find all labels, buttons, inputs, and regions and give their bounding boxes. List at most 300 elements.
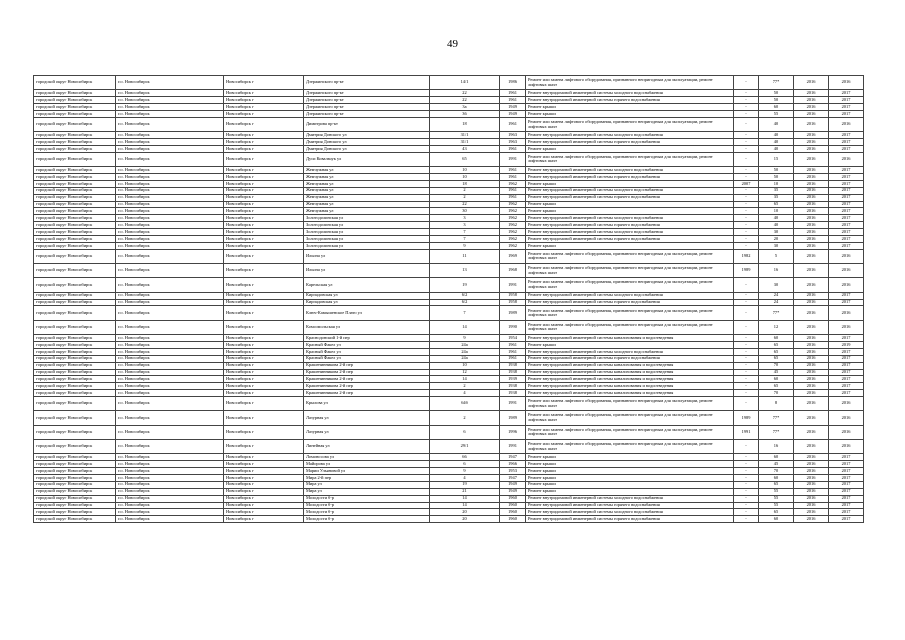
- wear-percent-cell: 65: [759, 383, 794, 390]
- municipality-cell: городской округ Новосибирск: [34, 461, 116, 468]
- lift-year-cell: -: [734, 348, 759, 355]
- house-number-cell: 10: [430, 362, 500, 369]
- municipality-cell: городской округ Новосибирск: [34, 194, 116, 201]
- wear-percent-cell: 45: [759, 369, 794, 376]
- municipality-cell: городской округ Новосибирск: [34, 397, 116, 411]
- wear-percent-cell: 77*: [759, 76, 794, 90]
- settlement-cell: г.о. Новосибирск: [116, 425, 224, 439]
- work-type-cell: Ремонт внутридомовой инженерной системы холодного водоснабжения: [526, 348, 734, 355]
- build-year-cell: 1962: [500, 180, 526, 187]
- start-year-cell: 2016: [794, 502, 829, 509]
- street-cell: Жемчужная ул: [304, 208, 430, 215]
- start-year-cell: 2016: [794, 76, 829, 90]
- build-year-cell: 1953: [500, 468, 526, 475]
- city-cell: Новосибирск г: [224, 76, 304, 90]
- house-number-cell: 2: [430, 411, 500, 425]
- house-number-cell: 14: [430, 320, 500, 334]
- wear-percent-cell: 65: [759, 481, 794, 488]
- end-year-cell: 2017: [829, 348, 864, 355]
- street-cell: Кирпадовская ул: [304, 292, 430, 299]
- settlement-cell: г.о. Новосибирск: [116, 208, 224, 215]
- city-cell: Новосибирск г: [224, 376, 304, 383]
- table-row: [34, 222, 864, 229]
- street-cell: Красный Факел ул: [304, 348, 430, 355]
- build-year-cell: 1960: [500, 502, 526, 509]
- street-cell: Жемчужная ул: [304, 194, 430, 201]
- municipality-cell: городской округ Новосибирск: [34, 187, 116, 194]
- lift-year-cell: 2007: [734, 180, 759, 187]
- start-year-cell: 2016: [794, 439, 829, 453]
- settlement-cell: г.о. Новосибирск: [116, 411, 224, 425]
- lift-year-cell: -: [734, 439, 759, 453]
- city-cell: Новосибирск г: [224, 362, 304, 369]
- city-cell: Новосибирск г: [224, 481, 304, 488]
- build-year-cell: 1991: [500, 278, 526, 292]
- build-year-cell: 1961: [500, 187, 526, 194]
- start-year-cell: 2016: [794, 132, 829, 139]
- settlement-cell: г.о. Новосибирск: [116, 516, 224, 523]
- lift-year-cell: -: [734, 454, 759, 461]
- settlement-cell: г.о. Новосибирск: [116, 461, 224, 468]
- end-year-cell: 2016: [829, 152, 864, 166]
- table-row: [34, 76, 864, 90]
- table-row: [34, 194, 864, 201]
- city-cell: Новосибирск г: [224, 383, 304, 390]
- street-cell: Дзержинского пр-кт: [304, 90, 430, 97]
- table-row: [34, 390, 864, 397]
- house-number-cell: 21: [430, 488, 500, 495]
- city-cell: Новосибирск г: [224, 509, 304, 516]
- end-year-cell: 2017: [829, 516, 864, 523]
- city-cell: Новосибирск г: [224, 411, 304, 425]
- work-type-cell: Ремонт или замена лифтового оборудования, признанного непригодным для эксплуатации, ремонт лифтовых шахт: [526, 278, 734, 292]
- work-type-cell: Ремонт внутридомовой инженерной системы горячего водоснабжения: [526, 516, 734, 523]
- lift-year-cell: -: [734, 390, 759, 397]
- house-number-cell: 19: [430, 278, 500, 292]
- table-body: [34, 76, 864, 523]
- municipality-cell: городской округ Новосибирск: [34, 320, 116, 334]
- municipality-cell: городской округ Новосибирск: [34, 369, 116, 376]
- wear-percent-cell: 40: [759, 117, 794, 131]
- lift-year-cell: -: [734, 341, 759, 348]
- settlement-cell: г.о. Новосибирск: [116, 468, 224, 475]
- wear-percent-cell: 40: [759, 132, 794, 139]
- table-row: [34, 299, 864, 306]
- city-cell: Новосибирск г: [224, 201, 304, 208]
- street-cell: Ильича ул: [304, 249, 430, 263]
- work-type-cell: Ремонт крыши: [526, 488, 734, 495]
- municipality-cell: городской округ Новосибирск: [34, 516, 116, 523]
- wear-percent-cell: 50: [759, 97, 794, 104]
- start-year-cell: 2016: [794, 397, 829, 411]
- table-row: [34, 249, 864, 263]
- build-year-cell: 1962: [500, 215, 526, 222]
- lift-year-cell: -: [734, 132, 759, 139]
- lift-year-cell: -: [734, 488, 759, 495]
- street-cell: Мира ул: [304, 481, 430, 488]
- end-year-cell: 2017: [829, 468, 864, 475]
- street-cell: Димитрова пр-кт: [304, 117, 430, 131]
- street-cell: Жемчужная ул: [304, 167, 430, 174]
- work-type-cell: Ремонт внутридомовой инженерной системы горячего водоснабжения: [526, 236, 734, 243]
- end-year-cell: 2017: [829, 362, 864, 369]
- lift-year-cell: -: [734, 509, 759, 516]
- end-year-cell: 2017: [829, 502, 864, 509]
- lift-year-cell: -: [734, 468, 759, 475]
- work-type-cell: Ремонт крыши: [526, 481, 734, 488]
- street-cell: Жемчужная ул: [304, 180, 430, 187]
- end-year-cell: 2017: [829, 110, 864, 117]
- wear-percent-cell: 30: [759, 229, 794, 236]
- street-cell: Золотодолинская ул: [304, 242, 430, 249]
- work-type-cell: Ремонт внутридомовой инженерной системы холодного водоснабжения: [526, 292, 734, 299]
- wear-percent-cell: 55: [759, 488, 794, 495]
- wear-percent-cell: 20: [759, 236, 794, 243]
- settlement-cell: г.о. Новосибирск: [116, 320, 224, 334]
- end-year-cell: 2017: [829, 187, 864, 194]
- wear-percent-cell: 40: [759, 222, 794, 229]
- work-type-cell: Ремонт крыши: [526, 468, 734, 475]
- table-row: [34, 104, 864, 111]
- table-row: [34, 201, 864, 208]
- build-year-cell: 1966: [500, 461, 526, 468]
- municipality-cell: городской округ Новосибирск: [34, 236, 116, 243]
- start-year-cell: 2016: [794, 208, 829, 215]
- work-type-cell: Ремонт или замена лифтового оборудования, признанного непригодным для эксплуатации, ремонт лифтовых шахт: [526, 264, 734, 278]
- work-type-cell: Ремонт крыши: [526, 341, 734, 348]
- settlement-cell: г.о. Новосибирск: [116, 348, 224, 355]
- lift-year-cell: 1982: [734, 249, 759, 263]
- house-number-cell: 29/1: [430, 439, 500, 453]
- work-type-cell: Ремонт внутридомовой инженерной системы горячего водоснабжения: [526, 97, 734, 104]
- start-year-cell: 2016: [794, 278, 829, 292]
- start-year-cell: 2016: [794, 264, 829, 278]
- end-year-cell: 2017: [829, 376, 864, 383]
- house-number-cell: 4: [430, 390, 500, 397]
- wear-percent-cell: 55: [759, 110, 794, 117]
- street-cell: Дуси Ковальчук ул: [304, 152, 430, 166]
- lift-year-cell: -: [734, 369, 759, 376]
- start-year-cell: 2016: [794, 139, 829, 146]
- city-cell: Новосибирск г: [224, 516, 304, 523]
- start-year-cell: 2016: [794, 215, 829, 222]
- build-year-cell: 1991: [500, 439, 526, 453]
- lift-year-cell: -: [734, 145, 759, 152]
- settlement-cell: г.о. Новосибирск: [116, 242, 224, 249]
- house-number-cell: 6/2: [430, 299, 500, 306]
- build-year-cell: 1968: [500, 264, 526, 278]
- table-row: [34, 167, 864, 174]
- settlement-cell: г.о. Новосибирск: [116, 502, 224, 509]
- build-year-cell: 1961: [500, 90, 526, 97]
- start-year-cell: 2016: [794, 249, 829, 263]
- start-year-cell: 2016: [794, 167, 829, 174]
- wear-percent-cell: 35: [759, 187, 794, 194]
- city-cell: Новосибирск г: [224, 439, 304, 453]
- lift-year-cell: -: [734, 208, 759, 215]
- settlement-cell: г.о. Новосибирск: [116, 355, 224, 362]
- work-type-cell: Ремонт внутридомовой инженерной системы горячего водоснабжения: [526, 174, 734, 181]
- end-year-cell: 2017: [829, 495, 864, 502]
- municipality-cell: городской округ Новосибирск: [34, 355, 116, 362]
- lift-year-cell: -: [734, 495, 759, 502]
- house-number-cell: 18: [430, 117, 500, 131]
- lift-year-cell: -: [734, 355, 759, 362]
- end-year-cell: 2017: [829, 139, 864, 146]
- work-type-cell: Ремонт крыши: [526, 110, 734, 117]
- city-cell: Новосибирск г: [224, 104, 304, 111]
- end-year-cell: 2017: [829, 229, 864, 236]
- end-year-cell: 2019: [829, 341, 864, 348]
- table-row: [34, 117, 864, 131]
- house-number-cell: 3: [430, 222, 500, 229]
- table-row: [34, 461, 864, 468]
- start-year-cell: 2016: [794, 187, 829, 194]
- end-year-cell: 2016: [829, 425, 864, 439]
- lift-year-cell: -: [734, 76, 759, 90]
- start-year-cell: 2016: [794, 488, 829, 495]
- house-number-cell: 9: [430, 335, 500, 342]
- start-year-cell: 2016: [794, 110, 829, 117]
- lift-year-cell: -: [734, 110, 759, 117]
- municipality-cell: городской округ Новосибирск: [34, 97, 116, 104]
- start-year-cell: 2016: [794, 201, 829, 208]
- municipality-cell: городской округ Новосибирск: [34, 229, 116, 236]
- work-type-cell: Ремонт или замена лифтового оборудования, признанного непригодным для эксплуатации, ремонт лифтовых шахт: [526, 152, 734, 166]
- settlement-cell: г.о. Новосибирск: [116, 481, 224, 488]
- settlement-cell: г.о. Новосибирск: [116, 376, 224, 383]
- lift-year-cell: -: [734, 376, 759, 383]
- city-cell: Новосибирск г: [224, 110, 304, 117]
- municipality-cell: городской округ Новосибирск: [34, 208, 116, 215]
- settlement-cell: г.о. Новосибирск: [116, 236, 224, 243]
- end-year-cell: 2016: [829, 278, 864, 292]
- wear-percent-cell: 30: [759, 242, 794, 249]
- work-type-cell: Ремонт или замена лифтового оборудования, признанного непригодным для эксплуатации, ремонт лифтовых шахт: [526, 411, 734, 425]
- work-type-cell: Ремонт крыши: [526, 208, 734, 215]
- table-row: [34, 335, 864, 342]
- build-year-cell: 1947: [500, 454, 526, 461]
- end-year-cell: 2016: [829, 306, 864, 320]
- table-row: [34, 180, 864, 187]
- house-number-cell: 31/1: [430, 132, 500, 139]
- build-year-cell: 1990: [500, 320, 526, 334]
- municipality-cell: городской округ Новосибирск: [34, 152, 116, 166]
- street-cell: Комсомольская ул: [304, 320, 430, 334]
- wear-percent-cell: 40: [759, 215, 794, 222]
- table-row: [34, 306, 864, 320]
- start-year-cell: 2016: [794, 369, 829, 376]
- start-year-cell: 2016: [794, 474, 829, 481]
- city-cell: Новосибирск г: [224, 208, 304, 215]
- settlement-cell: г.о. Новосибирск: [116, 397, 224, 411]
- wear-percent-cell: 16: [759, 439, 794, 453]
- work-type-cell: Ремонт внутридомовой инженерной системы горячего водоснабжения: [526, 139, 734, 146]
- wear-percent-cell: 50: [759, 167, 794, 174]
- wear-percent-cell: 55: [759, 495, 794, 502]
- start-year-cell: 2016: [794, 335, 829, 342]
- house-number-cell: 66: [430, 454, 500, 461]
- end-year-cell: 2017: [829, 335, 864, 342]
- work-type-cell: Ремонт внутридомовой инженерной системы канализования и водоотведения: [526, 390, 734, 397]
- wear-percent-cell: 5: [759, 249, 794, 263]
- street-cell: Крашенинникова 2-й пер: [304, 376, 430, 383]
- build-year-cell: 1991: [500, 152, 526, 166]
- table-row: [34, 292, 864, 299]
- city-cell: Новосибирск г: [224, 355, 304, 362]
- start-year-cell: 2016: [794, 180, 829, 187]
- municipality-cell: городской округ Новосибирск: [34, 139, 116, 146]
- city-cell: Новосибирск г: [224, 222, 304, 229]
- build-year-cell: 1962: [500, 208, 526, 215]
- settlement-cell: г.о. Новосибирск: [116, 474, 224, 481]
- city-cell: Новосибирск г: [224, 139, 304, 146]
- settlement-cell: г.о. Новосибирск: [116, 439, 224, 453]
- house-number-cell: 19: [430, 481, 500, 488]
- city-cell: Новосибирск г: [224, 278, 304, 292]
- street-cell: Дзержинского пр-кт: [304, 97, 430, 104]
- wear-percent-cell: 16: [759, 264, 794, 278]
- house-number-cell: 7: [430, 229, 500, 236]
- lift-year-cell: -: [734, 292, 759, 299]
- municipality-cell: городской округ Новосибирск: [34, 132, 116, 139]
- lift-year-cell: -: [734, 516, 759, 523]
- house-number-cell: 9: [430, 468, 500, 475]
- end-year-cell: 2016: [829, 397, 864, 411]
- house-number-cell: 6: [430, 461, 500, 468]
- house-number-cell: 6: [430, 425, 500, 439]
- work-type-cell: Ремонт или замена лифтового оборудования, признанного непригодным для эксплуатации, ремонт лифтовых шахт: [526, 249, 734, 263]
- settlement-cell: г.о. Новосибирск: [116, 488, 224, 495]
- start-year-cell: 2016: [794, 376, 829, 383]
- build-year-cell: 1961: [500, 174, 526, 181]
- end-year-cell: 2017: [829, 461, 864, 468]
- house-number-cell: 22: [430, 97, 500, 104]
- build-year-cell: 1986: [500, 76, 526, 90]
- end-year-cell: 2017: [829, 242, 864, 249]
- build-year-cell: 1962: [500, 242, 526, 249]
- settlement-cell: г.о. Новосибирск: [116, 278, 224, 292]
- table-row: [34, 341, 864, 348]
- city-cell: Новосибирск г: [224, 425, 304, 439]
- table-row: [34, 454, 864, 461]
- lift-year-cell: 1991: [734, 425, 759, 439]
- wear-percent-cell: 40: [759, 139, 794, 146]
- street-cell: Молодости б-р: [304, 502, 430, 509]
- municipality-cell: городской округ Новосибирск: [34, 117, 116, 131]
- street-cell: Молодости б-р: [304, 495, 430, 502]
- wear-percent-cell: 65: [759, 355, 794, 362]
- start-year-cell: 2016: [794, 411, 829, 425]
- build-year-cell: 1949: [500, 110, 526, 117]
- build-year-cell: 1961: [500, 348, 526, 355]
- municipality-cell: городской округ Новосибирск: [34, 201, 116, 208]
- work-type-cell: Ремонт или замена лифтового оборудования, признанного непригодным для эксплуатации, ремонт лифтовых шахт: [526, 425, 734, 439]
- house-number-cell: 14/1: [430, 76, 500, 90]
- lift-year-cell: -: [734, 278, 759, 292]
- start-year-cell: 2016: [794, 222, 829, 229]
- municipality-cell: городской округ Новосибирск: [34, 362, 116, 369]
- wear-percent-cell: 70: [759, 468, 794, 475]
- table-row: [34, 348, 864, 355]
- city-cell: Новосибирск г: [224, 187, 304, 194]
- end-year-cell: 2017: [829, 292, 864, 299]
- city-cell: Новосибирск г: [224, 461, 304, 468]
- municipality-cell: городской округ Новосибирск: [34, 454, 116, 461]
- end-year-cell: 2017: [829, 383, 864, 390]
- street-cell: Карельская ул: [304, 278, 430, 292]
- municipality-cell: городской округ Новосибирск: [34, 174, 116, 181]
- work-type-cell: Ремонт внутридомовой инженерной системы канализования и водоотведения: [526, 335, 734, 342]
- settlement-cell: г.о. Новосибирск: [116, 362, 224, 369]
- city-cell: Новосибирск г: [224, 242, 304, 249]
- wear-percent-cell: 10: [759, 208, 794, 215]
- wear-percent-cell: 24: [759, 299, 794, 306]
- municipality-cell: городской округ Новосибирск: [34, 215, 116, 222]
- start-year-cell: 2016: [794, 516, 829, 523]
- end-year-cell: 2017: [829, 104, 864, 111]
- wear-percent-cell: 15: [759, 152, 794, 166]
- settlement-cell: г.о. Новосибирск: [116, 390, 224, 397]
- end-year-cell: 2016: [829, 411, 864, 425]
- municipality-cell: городской округ Новосибирск: [34, 180, 116, 187]
- end-year-cell: 2017: [829, 132, 864, 139]
- end-year-cell: 2017: [829, 454, 864, 461]
- house-number-cell: 22: [430, 201, 500, 208]
- end-year-cell: 2017: [829, 90, 864, 97]
- city-cell: Новосибирск г: [224, 117, 304, 131]
- wear-percent-cell: 60: [759, 104, 794, 111]
- street-cell: Ильича ул: [304, 264, 430, 278]
- house-number-cell: 9: [430, 242, 500, 249]
- table-row: [34, 411, 864, 425]
- wear-percent-cell: 60: [759, 335, 794, 342]
- wear-percent-cell: 70: [759, 362, 794, 369]
- settlement-cell: г.о. Новосибирск: [116, 117, 224, 131]
- municipality-cell: городской округ Новосибирск: [34, 76, 116, 90]
- municipality-cell: городской округ Новосибирск: [34, 502, 116, 509]
- lift-year-cell: -: [734, 194, 759, 201]
- lift-year-cell: -: [734, 383, 759, 390]
- end-year-cell: 2016: [829, 439, 864, 453]
- street-cell: Линейная ул: [304, 439, 430, 453]
- lift-year-cell: -: [734, 174, 759, 181]
- lift-year-cell: -: [734, 502, 759, 509]
- work-type-cell: Ремонт или замена лифтового оборудования, признанного непригодным для эксплуатации, ремонт лифтовых шахт: [526, 76, 734, 90]
- lift-year-cell: -: [734, 117, 759, 131]
- house-number-cell: 10: [430, 167, 500, 174]
- start-year-cell: 2016: [794, 509, 829, 516]
- city-cell: Новосибирск г: [224, 132, 304, 139]
- house-number-cell: 24а: [430, 341, 500, 348]
- street-cell: Золотодолинская ул: [304, 215, 430, 222]
- settlement-cell: г.о. Новосибирск: [116, 383, 224, 390]
- wear-percent-cell: 60: [759, 516, 794, 523]
- house-number-cell: 20: [430, 509, 500, 516]
- municipality-cell: городской округ Новосибирск: [34, 341, 116, 348]
- wear-percent-cell: 45: [759, 461, 794, 468]
- lift-year-cell: -: [734, 236, 759, 243]
- house-number-cell: 4: [430, 474, 500, 481]
- work-type-cell: Ремонт внутридомовой инженерной системы канализования и водоотведения: [526, 362, 734, 369]
- street-cell: Крашенинникова 2-й пер: [304, 383, 430, 390]
- settlement-cell: г.о. Новосибирск: [116, 104, 224, 111]
- settlement-cell: г.о. Новосибирск: [116, 215, 224, 222]
- settlement-cell: г.о. Новосибирск: [116, 454, 224, 461]
- street-cell: Майорова ул: [304, 461, 430, 468]
- end-year-cell: 2016: [829, 264, 864, 278]
- table-row: [34, 502, 864, 509]
